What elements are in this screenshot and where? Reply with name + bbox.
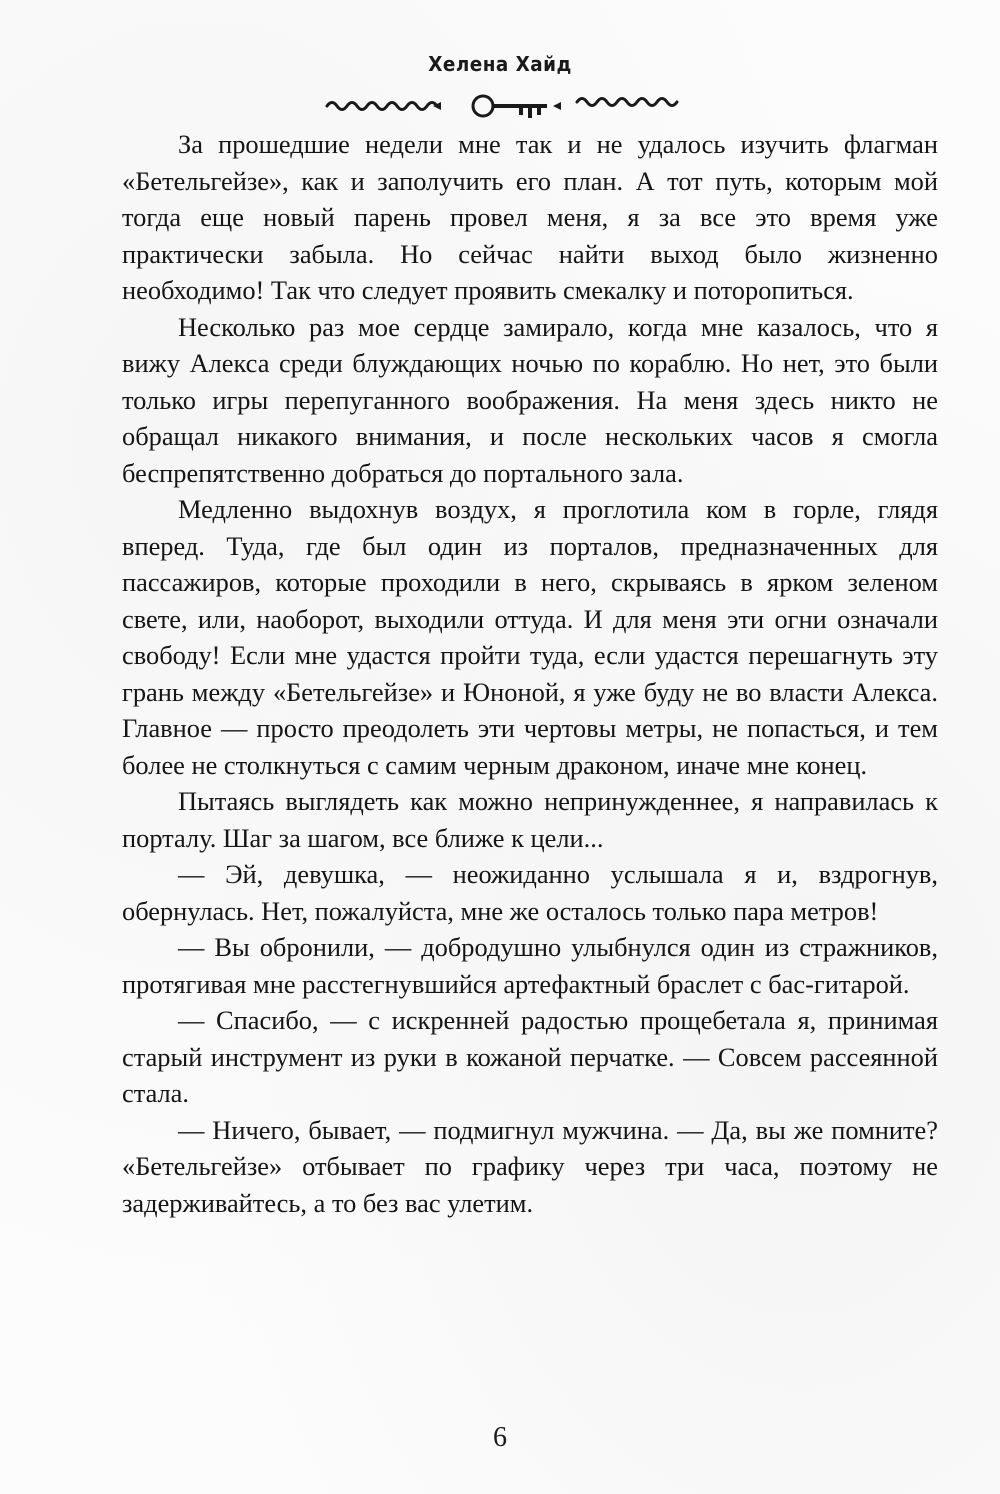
body-text xyxy=(122,126,938,1221)
paragraph: — Спасибо, — с искренней радостью прощебетала я, принимая старый инструмент из руки в кожаной перчатке. — Совсем рассеянной стала. xyxy=(122,1005,938,1108)
paragraph: За прошедшие недели мне так и не удалось изучить флагман «Бетельгейзе», как и заполучить его план. А тот путь, которым мой тогда еще новый парень провел меня, я за все это время уже практически забыла. Но сейчас найти выход было жизненно необходимо! Так что следует проявить смекалку и поторопиться. xyxy=(122,129,938,305)
key-ornament-icon xyxy=(325,92,685,122)
paragraph: — Вы обронили, — добродушно улыбнулся один из стражников, протягивая мне расстегнувшийся артефактный браслет с бас-гитарой. xyxy=(122,932,938,999)
paragraph: — Эй, девушка, — неожиданно услышала я и, вздрогнув, обернулась. Нет, пожалуйста, мне же осталось только пара метров! xyxy=(122,859,938,926)
paragraph: Несколько раз мое сердце замирало, когда мне казалось, что я вижу Алекса среди блуждающих ночью по кораблю. Но нет, это были только игры перепуганного воображения. На меня здесь никто не обращал никакого внимания, и после нескольких часов я смогла беспрепятственно добраться до портального зала. xyxy=(122,311,938,488)
author-name: Хелена Хайд xyxy=(428,52,572,76)
paragraph: Пытаясь выглядеть как можно непринужденнее, я направилась к порталу. Шаг за шагом, все ближе к цели... xyxy=(122,786,938,853)
running-header xyxy=(0,52,1000,76)
paragraph: Медленно выдохнув воздух, я проглотила ком в горле, глядя вперед. Туда, где был один из порталов, предназначенных для пассажиров, которые проходили в него, скрываясь в ярком зеленом свете, или, наоборот, выходили оттуда. И для меня эти огни означали свободу! Если мне удастся пройти туда, если удастся перешагнуть эту грань между «Бетельгейзе» и Юноной, я уже буду не во власти Алекса. Главное — просто преодолеть эти чертовы метры, не попасться, и тем более не столкнуться с самим черным драконом, иначе мне конец. xyxy=(122,494,938,780)
page-number: 6 xyxy=(493,1422,507,1453)
paragraph: — Ничего, бывает, — подмигнул мужчина. — Да, вы же помните? «Бетельгейзе» отбывает по графику через три часа, поэтому не задерживайтесь, а то без вас улетим. xyxy=(122,1114,938,1218)
